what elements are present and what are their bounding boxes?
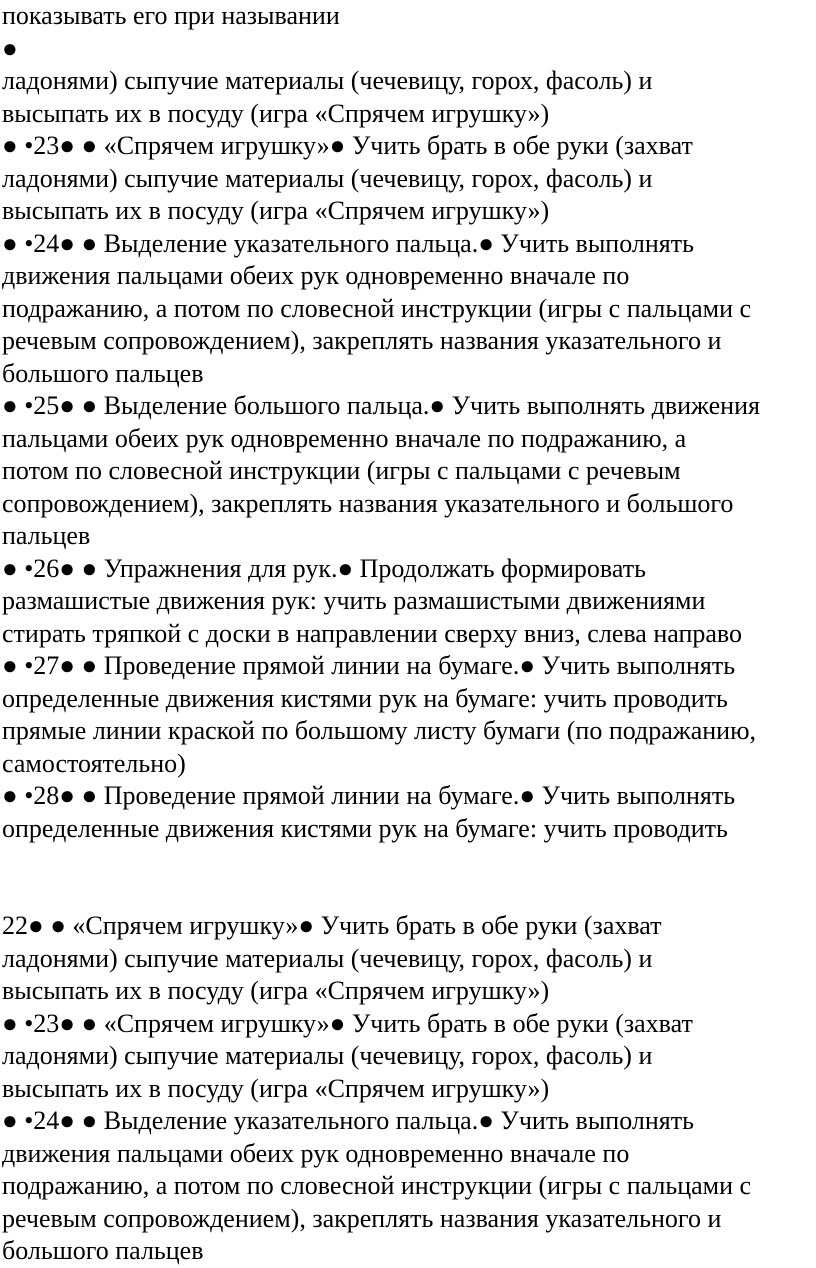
text-line: 22● ● «Спрячем игрушку»● Учить брать в обе руки (захват	[2, 911, 662, 940]
text-line: речевым сопровождением), закреплять названия указательного и	[2, 326, 722, 355]
paragraph-gap	[2, 845, 814, 910]
text-block-2	[2, 910, 814, 1268]
text-line: определенные движения кистями рук на бумаге: учить проводить	[2, 683, 728, 713]
text-line: пальцами обеих рук одновременно вначале по подражанию, а	[2, 423, 687, 453]
text-line: ● •23● ● «Спрячем игрушку»● Учить брать в обе руки (захват	[2, 1008, 693, 1038]
text-line: ладонями) сыпучие материалы (чечевицу, горох, фасоль) и	[2, 1041, 653, 1070]
text-line: большого пальцев	[2, 358, 204, 388]
text-line: подражанию, а потом по словесной инструкции (игры с пальцами с	[2, 293, 752, 323]
text-line: движения пальцами обеих рук одновременно вначале по	[2, 1138, 630, 1168]
text-line: речевым сопровождением), закреплять названия указательного и	[2, 1203, 722, 1233]
text-line: потом по словесной инструкции (игры с пальцами с речевым	[2, 456, 681, 485]
text-line: высыпать их в посуду (игра «Спрячем игрушку»)	[2, 196, 550, 225]
text-line: ладонями) сыпучие материалы (чечевицу, горох, фасоль) и	[2, 943, 653, 973]
text-line: ● •24● ● Выделение указательного пальца.● Учить выполнять	[2, 1106, 694, 1135]
text-line: ●	[2, 33, 18, 63]
text-line: ладонями) сыпучие материалы (чечевицу, горох, фасоль) и	[2, 163, 653, 193]
text-line: большого пальцев	[2, 1236, 204, 1265]
text-line: ладонями) сыпучие материалы (чечевицу, горох, фасоль) и	[2, 66, 653, 95]
text-line: размашистые движения рук: учить размашистыми движениями	[2, 586, 706, 615]
text-line: ● •28● ● Проведение прямой линии на бумаге.● Учить выполнять	[2, 781, 736, 810]
text-line: показывать его при назывании	[2, 1, 340, 30]
text-line: ● •23● ● «Спрячем игрушку»● Учить брать в обе руки (захват	[2, 131, 693, 160]
text-line: высыпать их в посуду (игра «Спрячем игрушку»)	[2, 98, 550, 128]
text-line: высыпать их в посуду (игра «Спрячем игрушку»)	[2, 1073, 550, 1103]
text-line: стирать тряпкой с доски в направлении сверху вниз, слева направо	[2, 618, 742, 648]
text-line: ● •26● ● Упражнения для рук.● Продолжать формировать	[2, 553, 646, 583]
document-page	[2, 0, 814, 1268]
text-line: подражанию, а потом по словесной инструкции (игры с пальцами с	[2, 1171, 752, 1200]
text-line: определенные движения кистями рук на бумаге: учить проводить	[2, 813, 728, 843]
text-line: пальцев	[2, 521, 91, 550]
text-line: ● •27● ● Проведение прямой линии на бумаге.● Учить выполнять	[2, 651, 736, 680]
text-line: ● •25● ● Выделение большого пальца.● Учить выполнять движения	[2, 391, 760, 420]
text-line: сопровождением), закреплять названия указательного и большого	[2, 488, 734, 518]
text-line: движения пальцами обеих рук одновременно вначале по	[2, 261, 630, 290]
text-block-1	[2, 0, 814, 845]
text-line: ● •24● ● Выделение указательного пальца.● Учить выполнять	[2, 228, 694, 258]
text-line: высыпать их в посуду (игра «Спрячем игрушку»)	[2, 976, 550, 1005]
text-line: самостоятельно)	[2, 748, 186, 778]
text-line: прямые линии краской по большому листу бумаги (по подражанию,	[2, 716, 757, 745]
